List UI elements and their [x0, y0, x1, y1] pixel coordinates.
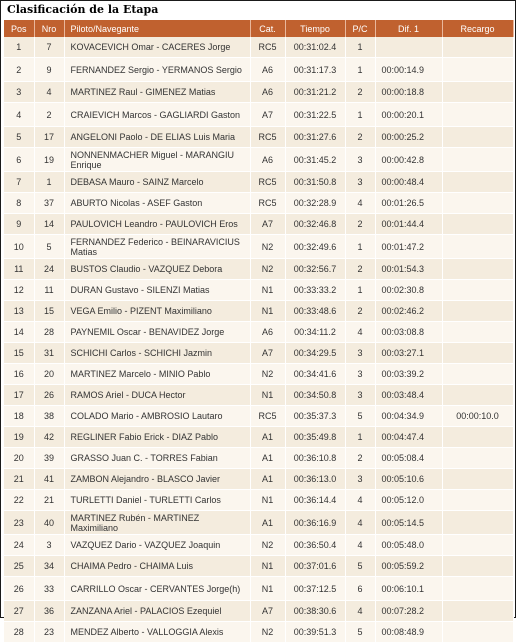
cell-cat: A1 — [250, 448, 285, 469]
cell-piloto: CRAIEVICH Marcos - GAGLIARDI Gaston — [64, 103, 250, 127]
cell-pos: 23 — [4, 511, 34, 535]
cell-tiempo: 00:36:50.4 — [285, 535, 345, 556]
cell-pc: 1 — [345, 37, 375, 58]
col-header-nro[interactable]: Nro — [34, 20, 64, 37]
cell-pos: 2 — [4, 58, 34, 82]
table-row[interactable] — [4, 469, 513, 490]
table-row[interactable] — [4, 490, 513, 511]
cell-pc: 1 — [345, 103, 375, 127]
cell-cat: N1 — [250, 385, 285, 406]
cell-tiempo: 00:32:46.8 — [285, 214, 345, 235]
cell-piloto: REGLINER Fabio Erick - DIAZ Pablo — [64, 427, 250, 448]
col-header-piloto[interactable]: Piloto/Navegante — [64, 20, 250, 37]
cell-nro: 17 — [34, 127, 64, 148]
cell-recargo — [442, 343, 513, 364]
cell-dif: 00:05:59.2 — [375, 556, 442, 577]
cell-piloto: RAMOS Ariel - DUCA Hector — [64, 385, 250, 406]
cell-nro: 38 — [34, 406, 64, 427]
cell-recargo — [442, 427, 513, 448]
cell-dif: 00:00:18.8 — [375, 82, 442, 103]
cell-pos: 27 — [4, 601, 34, 622]
cell-piloto: GRASSO Juan C. - TORRES Fabian — [64, 448, 250, 469]
cell-tiempo: 00:36:16.9 — [285, 511, 345, 535]
cell-dif: 00:00:25.2 — [375, 127, 442, 148]
cell-cat: RC5 — [250, 406, 285, 427]
cell-nro: 4 — [34, 82, 64, 103]
cell-pos: 8 — [4, 193, 34, 214]
cell-pc: 3 — [345, 385, 375, 406]
cell-tiempo: 00:32:56.7 — [285, 259, 345, 280]
table-row[interactable] — [4, 556, 513, 577]
cell-cat: A7 — [250, 214, 285, 235]
cell-recargo — [442, 490, 513, 511]
cell-dif: 00:05:14.5 — [375, 511, 442, 535]
cell-piloto: ZANZANA Ariel - PALACIOS Ezequiel — [64, 601, 250, 622]
cell-pos: 20 — [4, 448, 34, 469]
cell-recargo — [442, 103, 513, 127]
table-row[interactable] — [4, 193, 513, 214]
cell-pos: 5 — [4, 127, 34, 148]
cell-dif: 00:05:12.0 — [375, 490, 442, 511]
col-header-pos[interactable]: Pos — [4, 20, 34, 37]
cell-tiempo: 00:33:48.6 — [285, 301, 345, 322]
cell-tiempo: 00:34:11.2 — [285, 322, 345, 343]
cell-piloto: MARTINEZ Rubén - MARTINEZ Maximiliano — [64, 511, 250, 535]
cell-tiempo: 00:34:50.8 — [285, 385, 345, 406]
cell-dif: 00:02:46.2 — [375, 301, 442, 322]
cell-recargo — [442, 214, 513, 235]
cell-dif: 00:03:39.2 — [375, 364, 442, 385]
cell-dif: 00:00:20.1 — [375, 103, 442, 127]
cell-pos: 13 — [4, 301, 34, 322]
cell-pc: 3 — [345, 148, 375, 172]
cell-nro: 24 — [34, 259, 64, 280]
cell-piloto: TURLETTI Daniel - TURLETTI Carlos — [64, 490, 250, 511]
cell-cat: RC5 — [250, 172, 285, 193]
cell-pc: 4 — [345, 322, 375, 343]
cell-pc: 1 — [345, 58, 375, 82]
cell-cat: N1 — [250, 301, 285, 322]
cell-dif: 00:05:10.6 — [375, 469, 442, 490]
cell-cat: A6 — [250, 58, 285, 82]
cell-tiempo: 00:31:50.8 — [285, 172, 345, 193]
cell-recargo — [442, 235, 513, 259]
cell-dif: 00:00:48.4 — [375, 172, 442, 193]
page-title: Clasificación de la Etapa — [7, 3, 159, 16]
cell-nro: 31 — [34, 343, 64, 364]
cell-cat: N2 — [250, 622, 285, 643]
cell-dif: 00:01:47.2 — [375, 235, 442, 259]
cell-cat: A7 — [250, 103, 285, 127]
cell-cat: A7 — [250, 343, 285, 364]
table-row[interactable] — [4, 577, 513, 601]
cell-pos: 16 — [4, 364, 34, 385]
cell-recargo — [442, 385, 513, 406]
cell-dif: 00:02:30.8 — [375, 280, 442, 301]
cell-pc: 2 — [345, 82, 375, 103]
table-row[interactable] — [4, 535, 513, 556]
cell-nro: 20 — [34, 364, 64, 385]
table-row[interactable] — [4, 364, 513, 385]
table-row[interactable] — [4, 127, 513, 148]
table-row[interactable] — [4, 172, 513, 193]
cell-pos: 17 — [4, 385, 34, 406]
cell-nro: 5 — [34, 235, 64, 259]
table-row[interactable] — [4, 385, 513, 406]
cell-pos: 26 — [4, 577, 34, 601]
cell-dif: 00:03:08.8 — [375, 322, 442, 343]
cell-nro: 21 — [34, 490, 64, 511]
cell-piloto: BUSTOS Claudio - VAZQUEZ Debora — [64, 259, 250, 280]
cell-nro: 1 — [34, 172, 64, 193]
results-table — [4, 20, 514, 643]
cell-recargo — [442, 556, 513, 577]
cell-pos: 22 — [4, 490, 34, 511]
cell-piloto: MARTINEZ Raul - GIMENEZ Matias — [64, 82, 250, 103]
cell-pos: 9 — [4, 214, 34, 235]
cell-piloto: VEGA Emilio - PIZENT Maximiliano — [64, 301, 250, 322]
cell-piloto: MARTINEZ Marcelo - MINIO Pablo — [64, 364, 250, 385]
cell-dif: 00:05:48.0 — [375, 535, 442, 556]
cell-cat: RC5 — [250, 37, 285, 58]
cell-tiempo: 00:32:28.9 — [285, 193, 345, 214]
table-row[interactable] — [4, 601, 513, 622]
cell-nro: 33 — [34, 577, 64, 601]
cell-recargo — [442, 82, 513, 103]
cell-cat: N1 — [250, 490, 285, 511]
cell-pc: 2 — [345, 301, 375, 322]
cell-pc: 4 — [345, 490, 375, 511]
cell-pc: 5 — [345, 406, 375, 427]
cell-dif — [375, 37, 442, 58]
cell-tiempo: 00:37:12.5 — [285, 577, 345, 601]
cell-nro: 15 — [34, 301, 64, 322]
cell-piloto: PAULOVICH Leandro - PAULOVICH Eros — [64, 214, 250, 235]
cell-pos: 25 — [4, 556, 34, 577]
cell-pc: 5 — [345, 622, 375, 643]
cell-pos: 19 — [4, 427, 34, 448]
cell-dif: 00:07:28.2 — [375, 601, 442, 622]
cell-piloto: ABURTO Nicolas - ASEF Gaston — [64, 193, 250, 214]
cell-recargo — [442, 259, 513, 280]
cell-recargo: 00:00:10.0 — [442, 406, 513, 427]
cell-cat: A6 — [250, 148, 285, 172]
cell-pc: 3 — [345, 343, 375, 364]
table-row[interactable] — [4, 82, 513, 103]
cell-cat: A7 — [250, 601, 285, 622]
cell-piloto: CARRILLO Oscar - CERVANTES Jorge(h) — [64, 577, 250, 601]
cell-recargo — [442, 127, 513, 148]
cell-cat: N1 — [250, 280, 285, 301]
cell-dif: 00:03:48.4 — [375, 385, 442, 406]
cell-nro: 7 — [34, 37, 64, 58]
cell-piloto: SCHICHI Carlos - SCHICHI Jazmin — [64, 343, 250, 364]
cell-pc: 4 — [345, 511, 375, 535]
cell-recargo — [442, 511, 513, 535]
cell-nro: 34 — [34, 556, 64, 577]
cell-nro: 42 — [34, 427, 64, 448]
cell-piloto: CHAIMA Pedro - CHAIMA Luis — [64, 556, 250, 577]
cell-dif: 00:04:47.4 — [375, 427, 442, 448]
table-row[interactable] — [4, 148, 513, 172]
cell-nro: 19 — [34, 148, 64, 172]
results-body — [4, 37, 513, 643]
cell-piloto: VAZQUEZ Dario - VAZQUEZ Joaquin — [64, 535, 250, 556]
cell-cat: A1 — [250, 427, 285, 448]
cell-pc: 2 — [345, 127, 375, 148]
cell-pos: 18 — [4, 406, 34, 427]
cell-dif: 00:01:26.5 — [375, 193, 442, 214]
col-header-recargo[interactable]: Recargo — [442, 20, 513, 37]
cell-dif: 00:05:08.4 — [375, 448, 442, 469]
table-row[interactable] — [4, 37, 513, 58]
cell-tiempo: 00:31:21.2 — [285, 82, 345, 103]
cell-recargo — [442, 577, 513, 601]
col-header-tiempo[interactable]: Tiempo — [285, 20, 345, 37]
cell-pc: 5 — [345, 556, 375, 577]
cell-dif: 00:04:34.9 — [375, 406, 442, 427]
cell-cat: RC5 — [250, 193, 285, 214]
cell-tiempo: 00:33:33.2 — [285, 280, 345, 301]
cell-recargo — [442, 601, 513, 622]
cell-piloto: DEBASA Mauro - SAINZ Marcelo — [64, 172, 250, 193]
cell-nro: 39 — [34, 448, 64, 469]
cell-tiempo: 00:34:29.5 — [285, 343, 345, 364]
cell-nro: 2 — [34, 103, 64, 127]
cell-cat: A1 — [250, 469, 285, 490]
cell-pc: 2 — [345, 214, 375, 235]
cell-recargo — [442, 622, 513, 643]
cell-recargo — [442, 193, 513, 214]
cell-cat: A6 — [250, 322, 285, 343]
table-row[interactable] — [4, 259, 513, 280]
cell-cat: A1 — [250, 511, 285, 535]
cell-nro: 37 — [34, 193, 64, 214]
cell-recargo — [442, 448, 513, 469]
cell-pos: 21 — [4, 469, 34, 490]
cell-tiempo: 00:34:41.6 — [285, 364, 345, 385]
cell-tiempo: 00:38:30.6 — [285, 601, 345, 622]
cell-piloto: MENDEZ Alberto - VALLOGGIA Alexis — [64, 622, 250, 643]
cell-pos: 14 — [4, 322, 34, 343]
cell-pc: 1 — [345, 427, 375, 448]
cell-cat: N2 — [250, 364, 285, 385]
cell-tiempo: 00:36:14.4 — [285, 490, 345, 511]
cell-pc: 3 — [345, 172, 375, 193]
cell-pos: 28 — [4, 622, 34, 643]
cell-pc: 3 — [345, 469, 375, 490]
cell-dif: 00:08:48.9 — [375, 622, 442, 643]
cell-cat: A6 — [250, 82, 285, 103]
cell-dif: 00:06:10.1 — [375, 577, 442, 601]
table-row[interactable] — [4, 511, 513, 535]
cell-nro: 11 — [34, 280, 64, 301]
col-header-cat[interactable]: Cat. — [250, 20, 285, 37]
cell-recargo — [442, 301, 513, 322]
cell-pos: 7 — [4, 172, 34, 193]
cell-pc: 4 — [345, 535, 375, 556]
cell-piloto: DURAN Gustavo - SILENZI Matias — [64, 280, 250, 301]
table-row[interactable] — [4, 214, 513, 235]
cell-recargo — [442, 469, 513, 490]
cell-piloto: ZAMBON Alejandro - BLASCO Javier — [64, 469, 250, 490]
cell-recargo — [442, 172, 513, 193]
cell-piloto: FERNANDEZ Federico - BEINARAVICIUS Matias — [64, 235, 250, 259]
cell-nro: 40 — [34, 511, 64, 535]
table-row[interactable] — [4, 322, 513, 343]
col-header-pc[interactable]: P/C — [345, 20, 375, 37]
cell-tiempo: 00:36:10.8 — [285, 448, 345, 469]
cell-dif: 00:00:42.8 — [375, 148, 442, 172]
cell-recargo — [442, 322, 513, 343]
cell-tiempo: 00:35:49.8 — [285, 427, 345, 448]
table-row[interactable] — [4, 448, 513, 469]
cell-nro: 28 — [34, 322, 64, 343]
cell-piloto: ANGELONI Paolo - DE ELIAS Luis Maria — [64, 127, 250, 148]
cell-piloto: PAYNEMIL Oscar - BENAVIDEZ Jorge — [64, 322, 250, 343]
cell-tiempo: 00:35:37.3 — [285, 406, 345, 427]
table-row[interactable] — [4, 343, 513, 364]
cell-pc: 1 — [345, 280, 375, 301]
cell-pos: 6 — [4, 148, 34, 172]
cell-dif: 00:01:54.3 — [375, 259, 442, 280]
cell-pc: 1 — [345, 235, 375, 259]
cell-dif: 00:03:27.1 — [375, 343, 442, 364]
cell-cat: N2 — [250, 259, 285, 280]
header-row — [4, 20, 513, 37]
cell-dif: 00:01:44.4 — [375, 214, 442, 235]
cell-pos: 11 — [4, 259, 34, 280]
cell-pos: 10 — [4, 235, 34, 259]
cell-nro: 3 — [34, 535, 64, 556]
cell-pc: 3 — [345, 364, 375, 385]
cell-pc: 4 — [345, 601, 375, 622]
table-row[interactable] — [4, 280, 513, 301]
table-row[interactable] — [4, 301, 513, 322]
table-row[interactable] — [4, 235, 513, 259]
cell-nro: 26 — [34, 385, 64, 406]
cell-tiempo: 00:37:01.6 — [285, 556, 345, 577]
cell-pos: 15 — [4, 343, 34, 364]
cell-pos: 4 — [4, 103, 34, 127]
cell-dif: 00:00:14.9 — [375, 58, 442, 82]
table-row[interactable] — [4, 103, 513, 127]
cell-tiempo: 00:31:02.4 — [285, 37, 345, 58]
cell-cat: RC5 — [250, 127, 285, 148]
cell-tiempo: 00:31:17.3 — [285, 58, 345, 82]
cell-piloto: KOVACEVICH Omar - CACERES Jorge — [64, 37, 250, 58]
cell-recargo — [442, 37, 513, 58]
cell-pc: 2 — [345, 448, 375, 469]
cell-pos: 1 — [4, 37, 34, 58]
cell-nro: 23 — [34, 622, 64, 643]
cell-piloto: FERNANDEZ Sergio - YERMANOS Sergio — [64, 58, 250, 82]
cell-recargo — [442, 280, 513, 301]
cell-tiempo: 00:32:49.6 — [285, 235, 345, 259]
table-row[interactable] — [4, 58, 513, 82]
cell-tiempo: 00:31:45.2 — [285, 148, 345, 172]
col-header-dif[interactable]: Dif. 1 — [375, 20, 442, 37]
cell-recargo — [442, 58, 513, 82]
cell-tiempo: 00:31:27.6 — [285, 127, 345, 148]
cell-cat: N2 — [250, 235, 285, 259]
cell-cat: N1 — [250, 577, 285, 601]
cell-pc: 4 — [345, 193, 375, 214]
cell-tiempo: 00:36:13.0 — [285, 469, 345, 490]
title-bar — [1, 1, 515, 19]
cell-nro: 14 — [34, 214, 64, 235]
cell-cat: N1 — [250, 556, 285, 577]
cell-recargo — [442, 364, 513, 385]
cell-pos: 24 — [4, 535, 34, 556]
cell-recargo — [442, 148, 513, 172]
cell-pc: 6 — [345, 577, 375, 601]
cell-piloto: COLADO Mario - AMBROSIO Lautaro — [64, 406, 250, 427]
cell-tiempo: 00:39:51.3 — [285, 622, 345, 643]
cell-nro: 36 — [34, 601, 64, 622]
cell-piloto: NONNENMACHER Miguel - MARANGIU Enrique — [64, 148, 250, 172]
table-row[interactable] — [4, 427, 513, 448]
cell-cat: N2 — [250, 535, 285, 556]
cell-nro: 9 — [34, 58, 64, 82]
cell-pos: 3 — [4, 82, 34, 103]
table-row[interactable] — [4, 406, 513, 427]
cell-recargo — [442, 535, 513, 556]
cell-pos: 12 — [4, 280, 34, 301]
cell-pc: 2 — [345, 259, 375, 280]
cell-nro: 41 — [34, 469, 64, 490]
cell-tiempo: 00:31:22.5 — [285, 103, 345, 127]
table-row[interactable] — [4, 622, 513, 643]
